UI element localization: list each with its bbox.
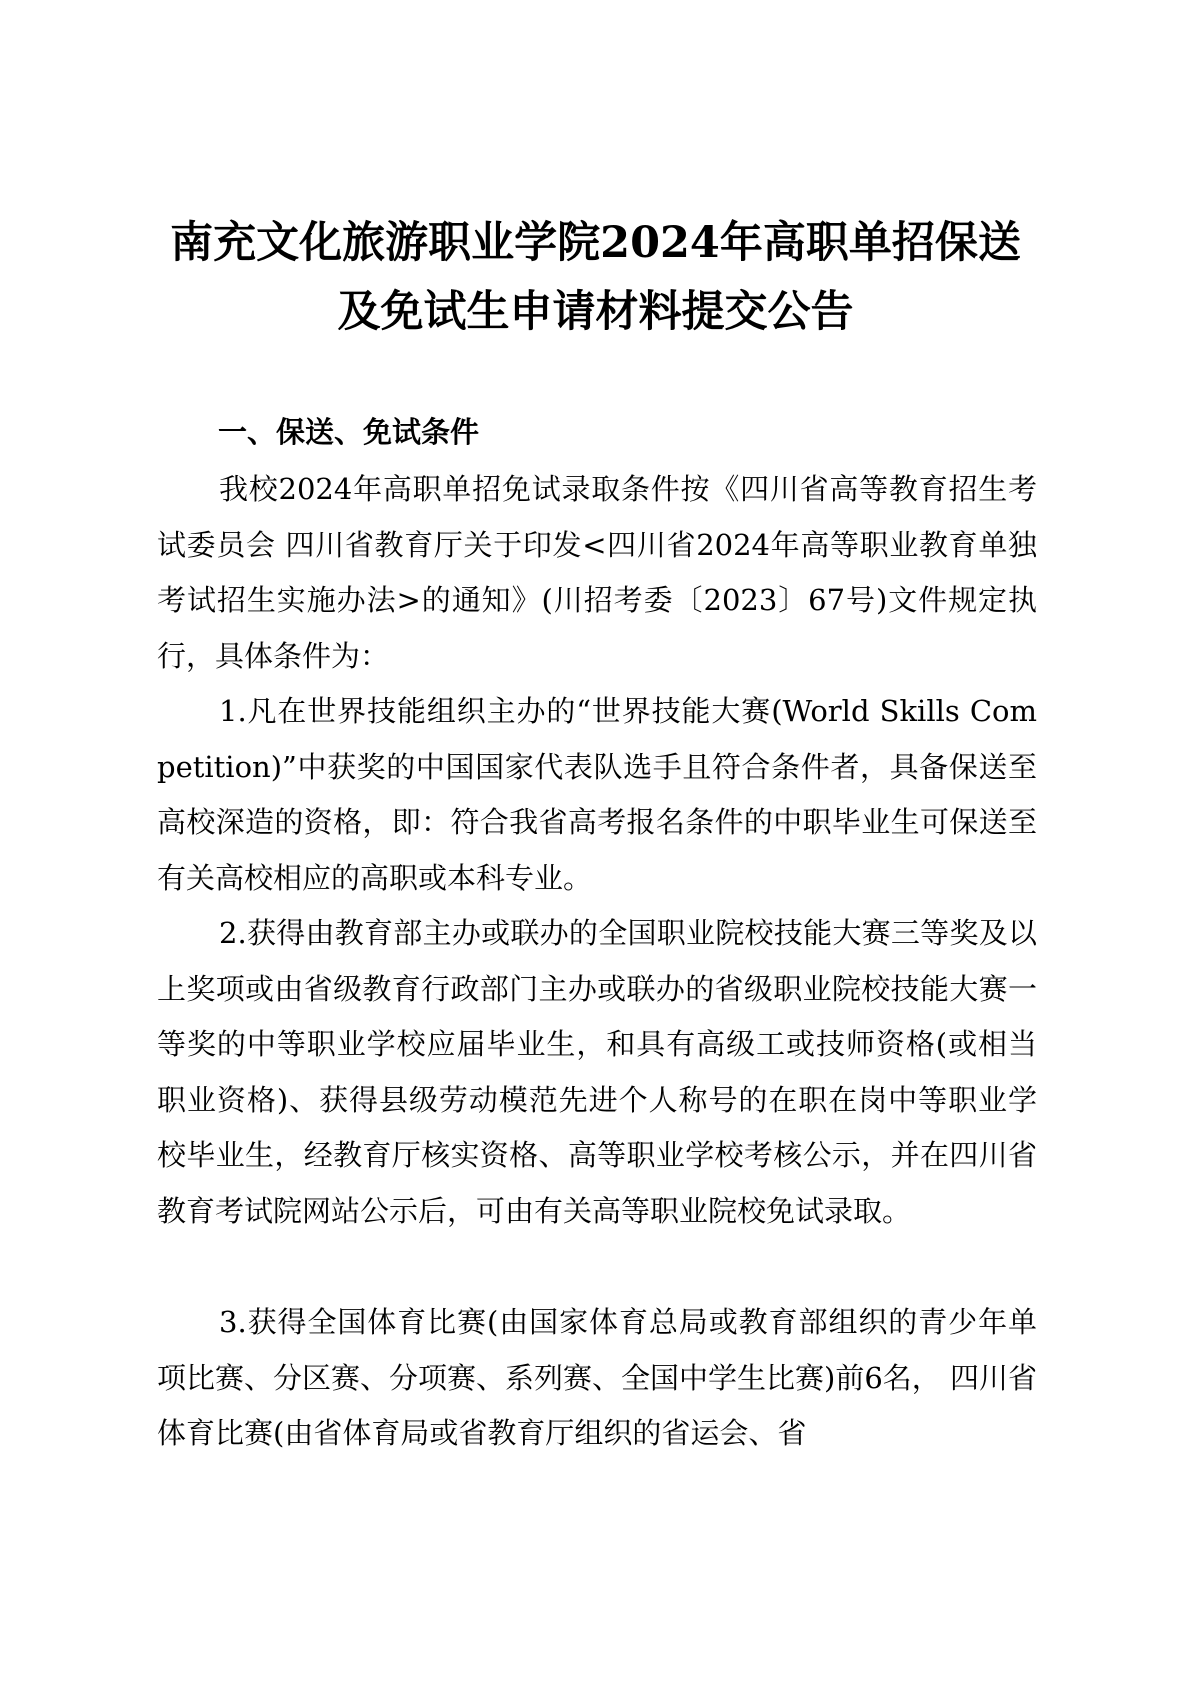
section-heading: 一、保送、免试条件 <box>218 415 480 449</box>
paragraph-condition-2: 2.获得由教育部主办或联办的全国职业院校技能大赛三等奖及以上奖项或由省级教育行政部门主办或联办的省级职业院校技能大赛一等奖的中等职业学校应届毕业生，和具有高级工或技师资格(或相当职业资格)、获得县级劳动模范先进个人称号的在职在岗中等职业学校毕业生，经教育厅核实资格、高等职业学校考核公示，并在四川省教育考试院网站公示后，可由有关高等职业院校免试录取。 <box>157 916 1037 1228</box>
paragraph-condition-1: 1.凡在世界技能组织主办的“世界技能大赛(World Skills Competition)”中获奖的中国国家代表队选手且符合条件者，具备保送至高校深造的资格，即：符合我省高考报名条件的中职毕业生可保送至有关高校相应的高职或本科专业。 <box>157 694 1037 895</box>
paragraph-condition-3: 3.获得全国体育比赛(由国家体育总局或教育部组织的青少年单项比赛、分区赛、分项赛、系列赛、全国中学生比赛)前6名， 四川省体育比赛(由省体育局或省教育厅组织的省运会、省 <box>157 1305 1037 1450</box>
paragraph-intro: 我校2024年高职单招免试录取条件按《四川省高等教育招生考试委员会 四川省教育厅关于印发<四川省2024年高等职业教育单独考试招生实施办法>的通知》(川招考委〔2023〕67号)文件规定执行，具体条件为： <box>157 472 1037 673</box>
document-title-line-2: 及免试生申请材料提交公告 <box>337 287 854 337</box>
document-title-line-1: 南充文化旅游职业学院2024年高职单招保送 <box>170 218 1021 268</box>
